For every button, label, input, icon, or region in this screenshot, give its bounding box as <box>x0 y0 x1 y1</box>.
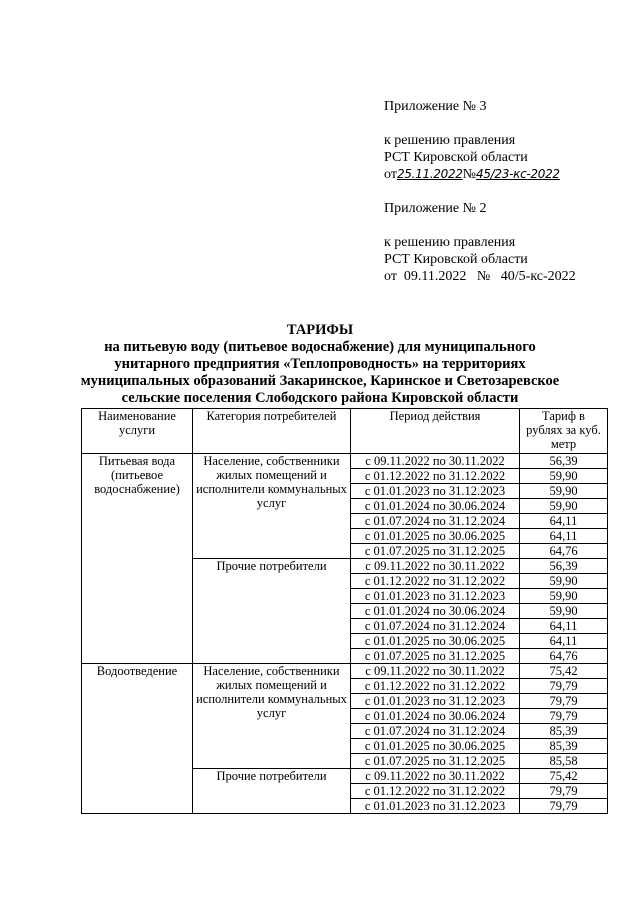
title-line-3: унитарного предприятия «Теплопроводность» на территориях <box>114 356 526 372</box>
period-cell: с 01.12.2022 по 31.12.2022 <box>351 574 520 589</box>
period-cell: с 01.01.2023 по 31.12.2023 <box>351 799 520 814</box>
consumer-category-cell: Население, собственники жилых помещений и исполнители коммунальных услуг <box>193 454 351 559</box>
period-cell: с 01.12.2022 по 31.12.2022 <box>351 469 520 484</box>
period-cell: с 01.07.2025 по 31.12.2025 <box>351 544 520 559</box>
tariff-cell: 79,79 <box>520 799 608 814</box>
handwritten-number: 45/23-кс-2022 <box>476 167 560 181</box>
period-cell: с 01.01.2024 по 30.06.2024 <box>351 604 520 619</box>
tariff-cell: 79,79 <box>520 694 608 709</box>
number-sign: № <box>462 167 477 182</box>
period-cell: с 09.11.2022 по 30.11.2022 <box>351 664 520 679</box>
period-cell: с 01.01.2023 по 31.12.2023 <box>351 589 520 604</box>
period-cell: с 01.01.2024 по 30.06.2024 <box>351 709 520 724</box>
tariff-cell: 56,39 <box>520 559 608 574</box>
handwritten-date-line <box>384 166 576 183</box>
column-header-period: Период действия <box>351 409 520 454</box>
tariff-cell: 64,11 <box>520 514 608 529</box>
authority-line-2: РСТ Кировской области <box>384 252 528 267</box>
period-cell: с 01.01.2023 по 31.12.2023 <box>351 694 520 709</box>
tariff-cell: 64,11 <box>520 619 608 634</box>
tariff-cell: 56,39 <box>520 454 608 469</box>
tariff-cell: 59,90 <box>520 604 608 619</box>
consumer-category-cell: Прочие потребители <box>193 769 351 814</box>
tariff-cell: 64,11 <box>520 634 608 649</box>
title-line-2: на питьевую воду (питьевое водоснабжение) для муниципального <box>104 339 536 355</box>
tariff-cell: 75,42 <box>520 769 608 784</box>
decision-ref-line-2: к решению правления <box>384 235 516 250</box>
title-heading: ТАРИФЫ <box>286 322 354 338</box>
consumer-category-cell: Прочие потребители <box>193 559 351 664</box>
decision-date-line-2: от 09.11.2022 № 40/5-кс-2022 <box>384 269 576 284</box>
table-body <box>82 454 608 814</box>
title-line-5: сельские поселения Слободского района Кировской области <box>121 390 519 406</box>
tariff-cell: 64,11 <box>520 529 608 544</box>
from-prefix: от <box>384 167 397 182</box>
tariff-cell: 64,76 <box>520 649 608 664</box>
period-cell: с 01.12.2022 по 31.12.2022 <box>351 784 520 799</box>
period-cell: с 01.07.2024 по 31.12.2024 <box>351 514 520 529</box>
document-title <box>60 322 580 407</box>
table-header-row <box>82 409 608 454</box>
period-cell: с 01.01.2023 по 31.12.2023 <box>351 484 520 499</box>
tariff-cell: 85,58 <box>520 754 608 769</box>
tariff-cell: 64,76 <box>520 544 608 559</box>
tariff-cell: 59,90 <box>520 499 608 514</box>
tariff-cell: 85,39 <box>520 724 608 739</box>
service-name-cell: Питьевая вода (питьевое водоснабжение) <box>82 454 193 664</box>
appendix-header <box>384 98 576 285</box>
tariff-cell: 59,90 <box>520 574 608 589</box>
period-cell: с 01.01.2025 по 30.06.2025 <box>351 739 520 754</box>
tariffs-table <box>81 408 608 814</box>
column-header-service: Наименование услуги <box>82 409 193 454</box>
period-cell: с 09.11.2022 по 30.11.2022 <box>351 769 520 784</box>
appendix-3-label: Приложение № 3 <box>384 99 487 114</box>
period-cell: с 01.12.2022 по 31.12.2022 <box>351 679 520 694</box>
decision-ref-line: к решению правления <box>384 133 516 148</box>
service-name-cell: Водоотведение <box>82 664 193 814</box>
column-header-tariff: Тариф в рублях за куб. метр <box>520 409 608 454</box>
tariff-cell: 85,39 <box>520 739 608 754</box>
period-cell: с 01.01.2025 по 30.06.2025 <box>351 529 520 544</box>
period-cell: с 01.07.2024 по 31.12.2024 <box>351 724 520 739</box>
title-line-4: муниципальных образований Закаринское, Каринское и Светозаревское <box>80 373 560 389</box>
consumer-category-cell: Население, собственники жилых помещений и исполнители коммунальных услуг <box>193 664 351 769</box>
authority-line: РСТ Кировской области <box>384 150 528 165</box>
period-cell: с 01.07.2024 по 31.12.2024 <box>351 619 520 634</box>
handwritten-date: 25.11.2022 <box>396 167 463 181</box>
period-cell: с 01.01.2024 по 30.06.2024 <box>351 499 520 514</box>
tariff-cell: 75,42 <box>520 664 608 679</box>
tariff-cell: 79,79 <box>520 679 608 694</box>
period-cell: с 01.07.2025 по 31.12.2025 <box>351 754 520 769</box>
period-cell: с 01.07.2025 по 31.12.2025 <box>351 649 520 664</box>
period-cell: с 01.01.2025 по 30.06.2025 <box>351 634 520 649</box>
tariff-cell: 59,90 <box>520 484 608 499</box>
column-header-category: Категория потребителей <box>193 409 351 454</box>
table-row <box>82 664 608 679</box>
tariff-cell: 59,90 <box>520 469 608 484</box>
tariff-cell: 79,79 <box>520 709 608 724</box>
tariff-cell: 79,79 <box>520 784 608 799</box>
period-cell: с 09.11.2022 по 30.11.2022 <box>351 559 520 574</box>
appendix-2-label: Приложение № 2 <box>384 201 487 216</box>
table-row <box>82 454 608 469</box>
tariff-cell: 59,90 <box>520 589 608 604</box>
period-cell: с 09.11.2022 по 30.11.2022 <box>351 454 520 469</box>
